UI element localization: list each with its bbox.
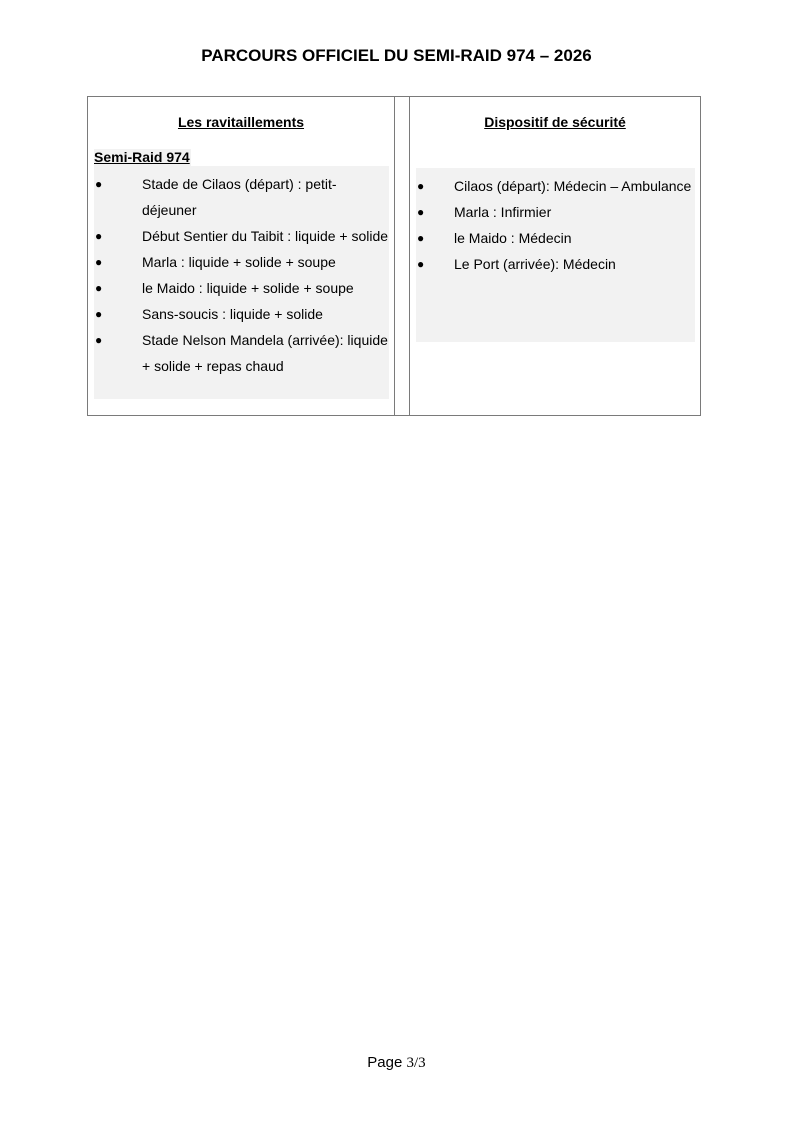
safety-column — [410, 97, 700, 415]
list-item — [416, 251, 695, 277]
page-number: 3/3 — [406, 1055, 426, 1071]
bullet-dot-icon: ● — [95, 229, 103, 243]
safety-heading: Dispositif de sécurité — [484, 114, 626, 130]
list-item-text: le Maido : Médecin — [454, 230, 572, 246]
bullet-dot-icon: ● — [95, 281, 103, 295]
document-title: PARCOURS OFFICIEL DU SEMI-RAID 974 – 2026 — [201, 46, 592, 65]
list-item — [94, 249, 389, 275]
list-item-text: Stade Nelson Mandela (arrivée): liquide + solide + repas chaud — [142, 332, 388, 374]
bullet-dot-icon: ● — [417, 231, 425, 245]
refreshments-column — [88, 97, 394, 415]
bullet-dot-icon: ● — [95, 307, 103, 321]
page-label: Page — [367, 1054, 403, 1071]
bullet-dot-icon: ● — [417, 179, 425, 193]
list-item — [416, 199, 695, 225]
list-item-text: Sans-soucis : liquide + solide — [142, 306, 323, 322]
bullet-dot-icon: ● — [95, 255, 103, 269]
list-item — [94, 275, 389, 301]
list-item — [94, 223, 389, 249]
info-table — [87, 96, 701, 416]
race-subheading: Semi-Raid 974 — [94, 149, 190, 165]
bullet-dot-icon: ● — [417, 205, 425, 219]
list-item-text: Le Port (arrivée): Médecin — [454, 256, 616, 272]
list-item-text: Marla : liquide + solide + soupe — [142, 254, 336, 270]
list-item-text: Stade de Cilaos (départ) : petit-déjeuner — [142, 176, 337, 218]
list-item — [94, 171, 389, 223]
page-footer — [0, 1054, 793, 1072]
list-item — [416, 225, 695, 251]
bullet-dot-icon: ● — [95, 177, 103, 191]
column-divider — [394, 97, 410, 415]
list-item-text: Marla : Infirmier — [454, 204, 552, 220]
list-item-text: Début Sentier du Taibit : liquide + solide — [142, 228, 389, 244]
list-item-text: le Maido : liquide + solide + soupe — [142, 280, 354, 296]
bullet-dot-icon: ● — [417, 257, 425, 271]
list-item-text: Cilaos (départ): Médecin – Ambulance — [454, 178, 692, 194]
bullet-dot-icon: ● — [95, 333, 103, 347]
refreshments-heading: Les ravitaillements — [177, 114, 305, 130]
safety-list — [416, 173, 695, 277]
list-item — [94, 301, 389, 327]
list-item — [94, 327, 389, 379]
list-item — [416, 173, 695, 199]
refreshments-list — [94, 171, 389, 379]
